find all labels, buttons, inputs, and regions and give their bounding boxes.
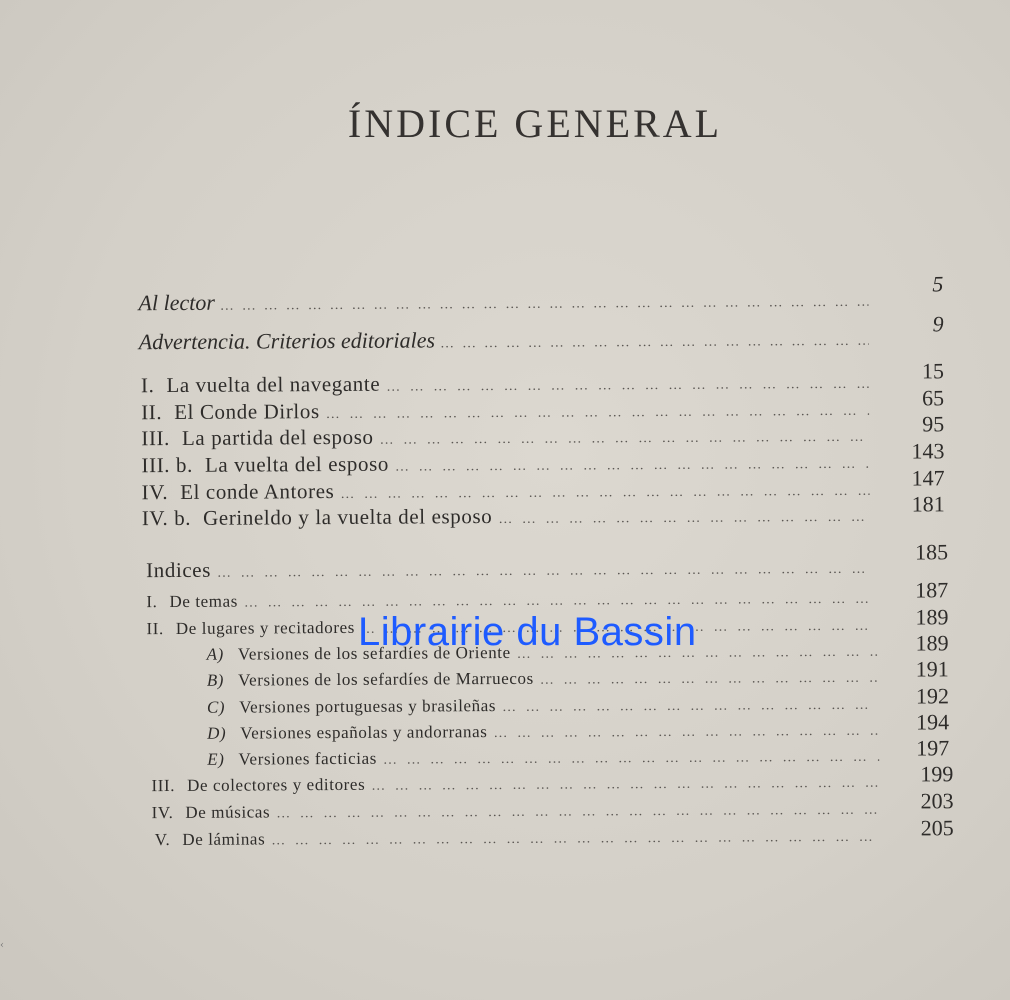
toc-entry-subindex bbox=[207, 709, 950, 744]
page-edge-mark: ‹ bbox=[0, 940, 4, 951]
page-title: ÍNDICE GENERAL bbox=[347, 101, 723, 146]
toc-entry-advertencia bbox=[138, 311, 944, 355]
index-number: II. bbox=[146, 619, 164, 639]
chapter-number: III. bbox=[141, 426, 171, 451]
toc-entry-subindex bbox=[206, 683, 949, 718]
subindex-letter: C) bbox=[206, 697, 226, 717]
dot-leader bbox=[340, 484, 869, 503]
toc-entry-label: Versiones de los sefardíes de Oriente bbox=[237, 642, 511, 664]
index-number: IV. bbox=[151, 803, 174, 823]
toc-entry-index bbox=[146, 577, 949, 612]
toc-page-number: 185 bbox=[914, 539, 949, 565]
subindex-letter: E) bbox=[207, 749, 225, 769]
toc-entry-subindex bbox=[206, 656, 949, 691]
watermark-text: Librairie du Bassin bbox=[358, 610, 697, 654]
index-number: I. bbox=[146, 592, 158, 612]
toc-entry-index bbox=[154, 815, 954, 850]
toc-entry-index bbox=[151, 761, 954, 796]
toc-entry-label: Gerineldo y la vuelta del esposo bbox=[203, 504, 493, 530]
dot-leader bbox=[498, 510, 870, 528]
toc-page-number: 9 bbox=[932, 311, 944, 337]
toc-entry-label: De láminas bbox=[182, 829, 266, 849]
toc-entry-indices bbox=[146, 539, 949, 583]
toc-entry-label: Advertencia. Criterios editoriales bbox=[138, 327, 436, 355]
dot-leader bbox=[276, 803, 879, 823]
toc-entry-label: La vuelta del esposo bbox=[204, 451, 390, 477]
toc-entry-label: Versiones facticias bbox=[238, 748, 377, 769]
dot-leader bbox=[221, 295, 869, 315]
toc-page-number: 181 bbox=[911, 491, 945, 517]
dot-leader bbox=[441, 334, 869, 353]
toc-page-number: 15 bbox=[921, 358, 944, 384]
dot-leader bbox=[502, 698, 879, 716]
toc-entry-label: Versiones portuguesas y brasileñas bbox=[239, 696, 497, 717]
chapter-number: III. b. bbox=[141, 452, 193, 478]
subindex-letter: A) bbox=[206, 644, 224, 664]
toc-entry-label: De colectores y editores bbox=[187, 774, 366, 795]
dot-leader bbox=[395, 457, 870, 476]
toc-page-number: 197 bbox=[916, 735, 950, 761]
toc-entry-label: De músicas bbox=[185, 802, 271, 822]
toc-page-number: 205 bbox=[920, 815, 954, 841]
dot-leader bbox=[271, 830, 880, 850]
chapter-number: II. bbox=[141, 400, 163, 425]
subindex-letter: B) bbox=[206, 670, 225, 690]
toc-entry-subindex bbox=[207, 735, 950, 770]
dot-leader bbox=[244, 592, 878, 612]
dot-leader bbox=[493, 724, 879, 742]
toc-page-number: 199 bbox=[920, 761, 954, 787]
subindex-letter: D) bbox=[207, 723, 227, 743]
toc-entry-index bbox=[151, 788, 954, 823]
index-number: III. bbox=[151, 775, 176, 796]
dot-leader bbox=[380, 430, 870, 449]
toc-page-number: 191 bbox=[915, 656, 949, 682]
dot-leader bbox=[217, 562, 876, 582]
toc-entry-label: De temas bbox=[169, 591, 239, 612]
toc-page-number: 194 bbox=[915, 709, 950, 735]
chapter-number: IV. b. bbox=[141, 505, 192, 531]
toc-entry-label: De lugares y recitadores bbox=[175, 617, 356, 638]
toc-entry-label: Indices bbox=[146, 557, 212, 583]
toc-entry-label: La partida del esposo bbox=[181, 424, 374, 450]
dot-leader bbox=[386, 377, 869, 396]
toc-page-number: 5 bbox=[932, 271, 944, 297]
dot-leader bbox=[371, 776, 879, 795]
toc-entry-label: El Conde Dirlos bbox=[174, 399, 320, 424]
toc-page-number: 203 bbox=[920, 788, 954, 814]
toc-entry-label: Al lector bbox=[138, 289, 215, 316]
toc-entry-al-lector bbox=[138, 271, 944, 316]
toc-page-number: 95 bbox=[922, 411, 945, 437]
toc-page-number: 189 bbox=[915, 604, 949, 630]
dot-leader bbox=[383, 750, 879, 769]
toc-entry-chapter bbox=[140, 358, 944, 398]
toc-entry-label: Versiones de los sefardíes de Marruecos bbox=[237, 668, 534, 690]
toc-page-number: 192 bbox=[915, 683, 949, 709]
toc-page-number: 147 bbox=[911, 465, 945, 491]
index-number: V. bbox=[154, 830, 171, 850]
chapter-number: IV. bbox=[141, 480, 169, 505]
toc-entry-label: Versiones españolas y andorranas bbox=[240, 722, 488, 743]
dot-leader bbox=[540, 671, 879, 689]
toc-entry-label: El conde Antores bbox=[180, 479, 335, 504]
toc-entry-label: La vuelta del navegante bbox=[166, 371, 381, 398]
toc-page-number: 143 bbox=[911, 438, 945, 464]
toc-page-number: 189 bbox=[915, 630, 949, 656]
toc-page-number: 65 bbox=[922, 385, 945, 411]
dot-leader bbox=[326, 404, 870, 423]
toc-page-number: 187 bbox=[915, 577, 949, 603]
chapter-number: I. bbox=[140, 373, 155, 398]
